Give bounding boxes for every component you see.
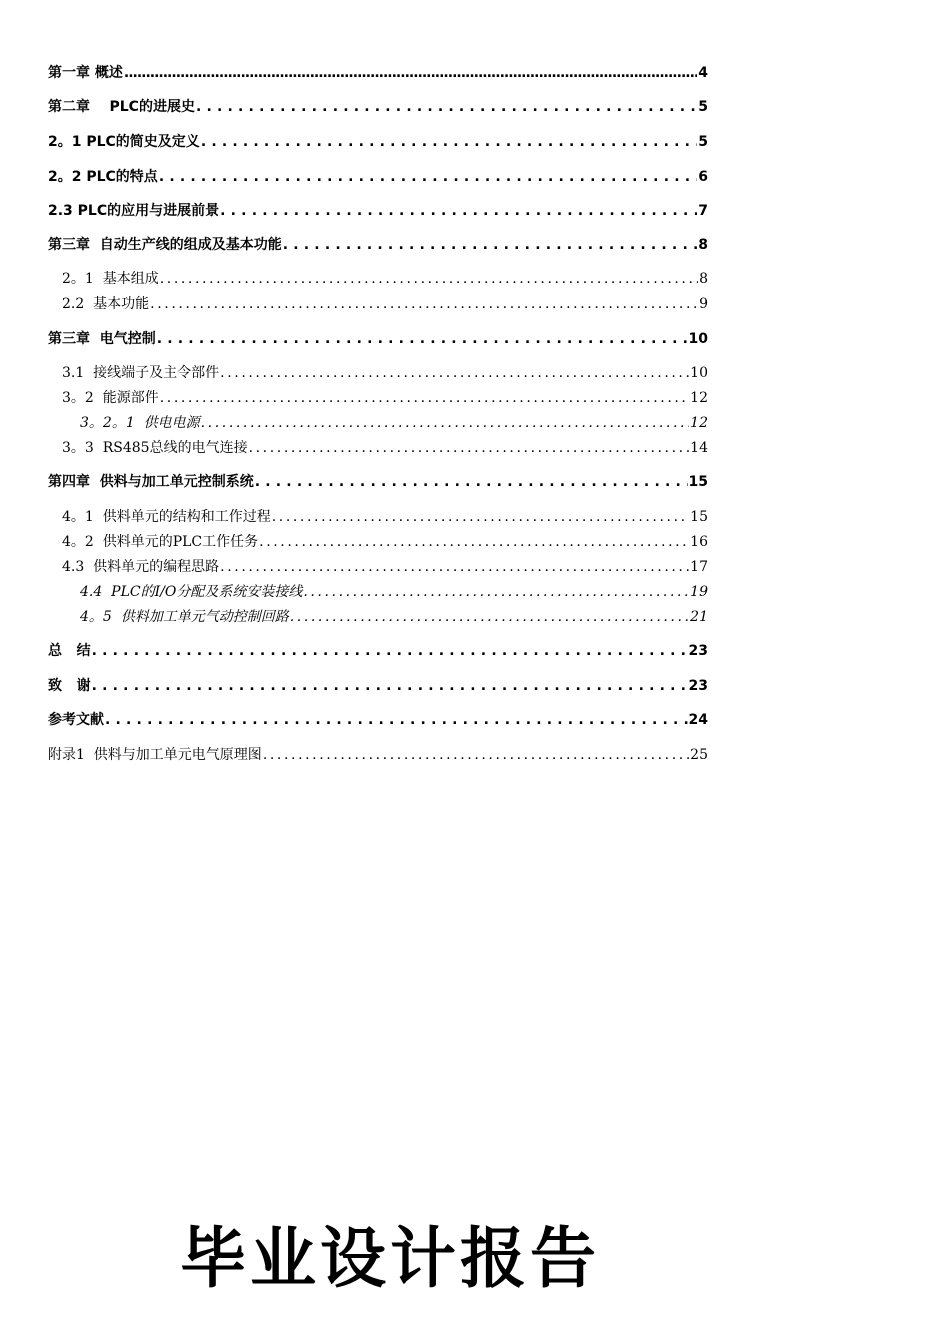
toc-entry-page: 8 xyxy=(698,237,708,253)
toc-entry-page: 14 xyxy=(690,440,708,456)
toc-entry-page: 6 xyxy=(698,169,708,185)
toc-entry-title: 2.2 基本功能 xyxy=(62,296,150,312)
toc-entry-title: 4。5 供料加工单元气动控制回路 xyxy=(80,609,289,625)
toc-leader xyxy=(157,331,688,347)
toc-leader xyxy=(160,390,689,406)
toc-entry[interactable] xyxy=(48,328,708,348)
toc-entry[interactable] xyxy=(48,200,708,220)
toc-entry-title: 4.3 供料单元的编程思路 xyxy=(62,559,220,575)
toc-leader xyxy=(220,365,689,381)
toc-entry-page: 12 xyxy=(690,390,708,406)
toc-entry-title: 4。1 供料单元的结构和工作过程 xyxy=(62,509,271,525)
toc-entry-page: 19 xyxy=(690,584,708,600)
toc-leader xyxy=(255,474,688,490)
toc-entry-page: 25 xyxy=(690,747,708,763)
toc-leader xyxy=(272,509,689,525)
toc-entry-page: 23 xyxy=(688,643,708,659)
toc-leader xyxy=(259,534,689,550)
toc-entry-title: 附录1 供料与加工单元电气原理图 xyxy=(48,747,262,763)
toc-entry-title: 3。3 RS485总线的电气连接 xyxy=(62,440,248,456)
toc-entry-title: 2。2 PLC的特点 xyxy=(48,169,158,185)
toc-entry-title: 致 谢 xyxy=(48,678,91,694)
toc-leader xyxy=(159,169,697,185)
toc-entry[interactable] xyxy=(48,412,708,432)
toc-entry-title: 4.4 PLC的I/O分配及系统安装接线 xyxy=(80,584,303,600)
toc-leader xyxy=(201,415,690,431)
toc-leader xyxy=(196,99,697,115)
toc-entry-title: 2。1 PLC的简史及定义 xyxy=(48,134,200,150)
toc-entry[interactable] xyxy=(48,166,708,186)
toc-entry[interactable] xyxy=(48,744,708,764)
toc-entry-title: 第三章 电气控制 xyxy=(48,331,156,347)
toc-entry-title: 3.1 接线端子及主令部件 xyxy=(62,365,220,381)
toc-entry-title: 3。2。1 供电电源 xyxy=(80,415,200,431)
toc-entry[interactable] xyxy=(48,62,708,82)
toc-leader xyxy=(92,643,688,659)
toc-entry-page: 17 xyxy=(690,559,708,575)
toc-entry-page: 24 xyxy=(688,712,708,728)
toc-entry-title: 第三章 自动生产线的组成及基本功能 xyxy=(48,237,282,253)
toc-entry-title: 第一章 概述 xyxy=(48,65,123,81)
toc-entry-page: 10 xyxy=(690,365,708,381)
toc-leader xyxy=(303,584,689,600)
toc-leader xyxy=(220,203,697,219)
toc-leader xyxy=(150,296,698,312)
toc-leader xyxy=(92,678,688,694)
toc-entry[interactable] xyxy=(48,362,708,382)
toc-entry[interactable] xyxy=(48,709,708,729)
toc-leader xyxy=(201,134,697,150)
toc-entry-title: 总 结 xyxy=(48,643,91,659)
toc-entry[interactable] xyxy=(48,531,708,551)
toc-entry-page: 12 xyxy=(690,415,708,431)
toc-entry-title: 2.3 PLC的应用与进展前景 xyxy=(48,203,220,219)
toc-entry[interactable] xyxy=(48,606,708,626)
toc-entry-page: 15 xyxy=(688,474,708,490)
toc-entry-page: 16 xyxy=(690,534,708,550)
toc-entry[interactable] xyxy=(48,556,708,576)
toc-entry-page: 5 xyxy=(698,99,708,115)
toc-entry-title: 参考文献 xyxy=(48,712,104,728)
toc-entry[interactable] xyxy=(48,268,708,288)
toc-entry[interactable] xyxy=(48,506,708,526)
toc-entry[interactable] xyxy=(48,581,708,601)
toc-entry[interactable] xyxy=(48,471,708,491)
toc-entry-title: 4。2 供料单元的PLC工作任务 xyxy=(62,534,259,550)
toc-entry-page: 21 xyxy=(690,609,708,625)
toc-entry-title: 第四章 供料与加工单元控制系统 xyxy=(48,474,254,490)
toc-entry-page: 10 xyxy=(688,331,708,347)
toc-leader xyxy=(220,559,689,575)
toc-leader xyxy=(249,440,690,456)
toc-entry-title: 第二章 PLC的进展史 xyxy=(48,99,195,115)
toc-leader xyxy=(124,65,697,81)
toc-entry-page: 5 xyxy=(698,134,708,150)
toc-entry-page: 8 xyxy=(699,271,708,287)
toc-leader xyxy=(283,237,698,253)
toc-entry[interactable] xyxy=(48,293,708,313)
toc-entry-page: 4 xyxy=(698,65,708,81)
toc-entry[interactable] xyxy=(48,640,708,660)
toc-entry[interactable] xyxy=(48,675,708,695)
toc-entry[interactable] xyxy=(48,234,708,254)
toc-entry[interactable] xyxy=(48,387,708,407)
toc-entry-page: 15 xyxy=(690,509,708,525)
toc-entry[interactable] xyxy=(48,96,708,116)
toc-entry-title: 3。2 能源部件 xyxy=(62,390,159,406)
toc-entry[interactable] xyxy=(48,437,708,457)
report-title: 毕业设计报告 xyxy=(180,1219,600,1297)
toc-entry-page: 23 xyxy=(688,678,708,694)
toc-entry[interactable] xyxy=(48,131,708,151)
toc-entry-page: 9 xyxy=(699,296,708,312)
toc-leader xyxy=(160,271,698,287)
toc-leader xyxy=(290,609,689,625)
toc-entry-page: 7 xyxy=(698,203,708,219)
toc-entry-title: 2。1 基本组成 xyxy=(62,271,159,287)
toc-leader xyxy=(105,712,688,728)
toc-leader xyxy=(263,747,689,763)
